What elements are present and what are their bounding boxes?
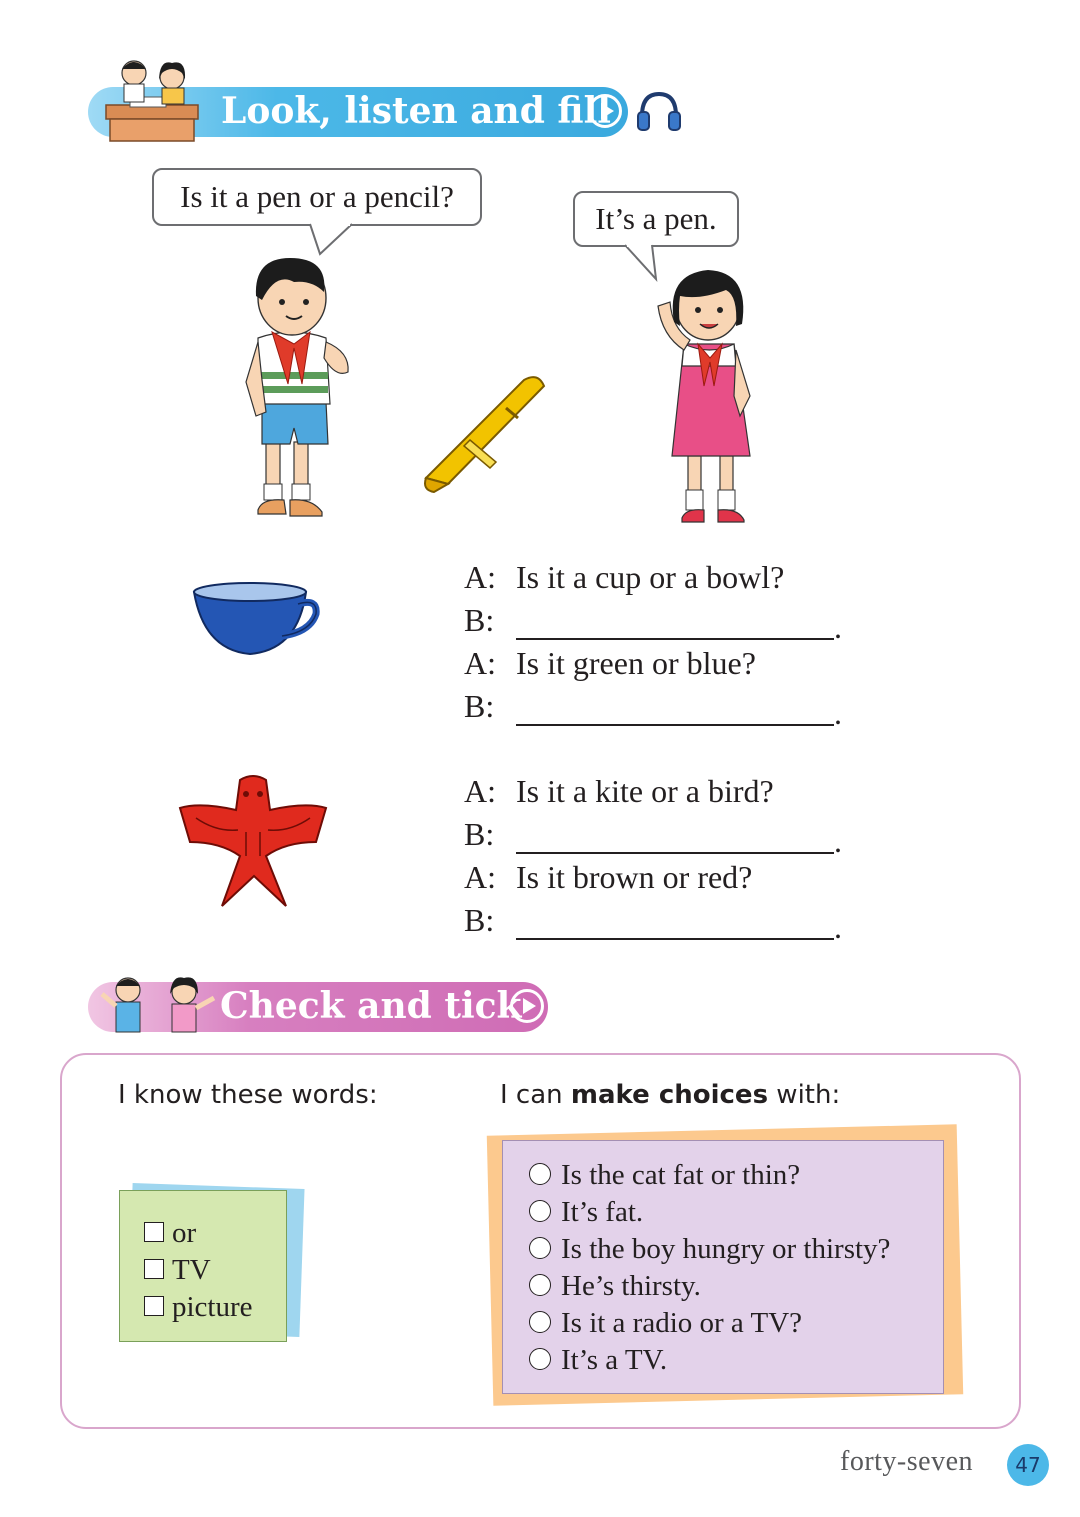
question-text: Is it brown or red? (516, 859, 753, 895)
dialogue-line (464, 685, 842, 731)
dialogue-line (464, 642, 842, 685)
radio-button[interactable] (529, 1274, 551, 1296)
question-text: Is it green or blue? (516, 645, 756, 681)
speaker-label: A: (464, 645, 496, 681)
dialogue-cup (464, 556, 842, 731)
radio-button[interactable] (529, 1237, 551, 1259)
bubble-text-boy: Is it a pen or a pencil? (180, 179, 454, 214)
word-item (144, 1289, 286, 1326)
girl-illustration (640, 266, 765, 528)
page-word: forty-seven (840, 1446, 974, 1477)
headphones-icon[interactable] (636, 88, 682, 134)
word-label: or (172, 1217, 197, 1249)
word-label: picture (172, 1291, 253, 1323)
choice-item (529, 1231, 943, 1268)
choice-item (529, 1194, 943, 1231)
radio-button[interactable] (529, 1163, 551, 1185)
speaker-label: B: (464, 816, 495, 852)
choices-heading-bold: make choices (570, 1080, 769, 1110)
pen-illustration (420, 368, 560, 498)
choices-heading-end: with: (768, 1080, 841, 1110)
choices-box (502, 1140, 944, 1394)
answer-blank[interactable] (516, 698, 834, 726)
banner-title: Look, listen and fill (221, 90, 611, 132)
blank-period: . (834, 909, 842, 945)
dialogue-line (464, 813, 842, 859)
dialogue-line (464, 770, 842, 813)
word-label: TV (172, 1254, 211, 1286)
speaker-label: A: (464, 773, 496, 809)
radio-button[interactable] (529, 1311, 551, 1333)
bubble-text-girl: It’s a pen. (595, 201, 717, 236)
page-number: 47 (1015, 1453, 1041, 1477)
dialogue-line (464, 599, 842, 645)
play-icon[interactable] (510, 989, 544, 1023)
choice-label: It’s a TV. (561, 1344, 668, 1376)
blank-period: . (834, 609, 842, 645)
kids-at-desk-illustration (100, 55, 210, 145)
word-item (144, 1215, 286, 1252)
boy-illustration (232, 252, 362, 527)
choice-item (529, 1268, 943, 1305)
dialogue-line (464, 899, 842, 945)
banner-title: Check and tick (220, 985, 522, 1027)
choices-heading-start: I can (500, 1080, 571, 1110)
question-text: Is it a cup or a bowl? (516, 559, 785, 595)
words-box (119, 1190, 287, 1342)
radio-button[interactable] (529, 1348, 551, 1370)
dialogue-kite (464, 770, 842, 945)
speaker-label: B: (464, 602, 495, 638)
checkbox[interactable] (144, 1222, 164, 1242)
speaker-label: B: (464, 902, 495, 938)
answer-blank[interactable] (516, 912, 834, 940)
kite-illustration (176, 772, 330, 912)
blank-period: . (834, 823, 842, 859)
choice-item (529, 1157, 943, 1194)
choice-label: Is the cat fat or thin? (561, 1159, 801, 1191)
speaker-label: A: (464, 859, 496, 895)
question-text: Is it a kite or a bird? (516, 773, 774, 809)
choice-label: He’s thirsty. (561, 1270, 701, 1302)
choice-item (529, 1342, 943, 1379)
choice-label: Is it a radio or a TV? (561, 1307, 803, 1339)
speaker-label: B: (464, 688, 495, 724)
words-heading: I know these words: (118, 1080, 378, 1110)
page-number-badge (1007, 1444, 1049, 1486)
checkbox[interactable] (144, 1259, 164, 1279)
answer-blank[interactable] (516, 612, 834, 640)
play-icon[interactable] (588, 94, 622, 128)
speech-bubble-girl (573, 191, 739, 247)
kids-waving-illustration (100, 972, 220, 1038)
choice-item (529, 1305, 943, 1342)
speaker-label: A: (464, 559, 496, 595)
blank-period: . (834, 695, 842, 731)
radio-button[interactable] (529, 1200, 551, 1222)
choices-heading (500, 1080, 840, 1110)
choice-label: It’s fat. (561, 1196, 644, 1228)
cup-illustration (190, 580, 320, 660)
answer-blank[interactable] (516, 826, 834, 854)
speech-bubble-boy (152, 168, 482, 226)
dialogue-line (464, 556, 842, 599)
dialogue-line (464, 856, 842, 899)
word-item (144, 1252, 286, 1289)
checkbox[interactable] (144, 1296, 164, 1316)
choice-label: Is the boy hungry or thirsty? (561, 1233, 891, 1265)
